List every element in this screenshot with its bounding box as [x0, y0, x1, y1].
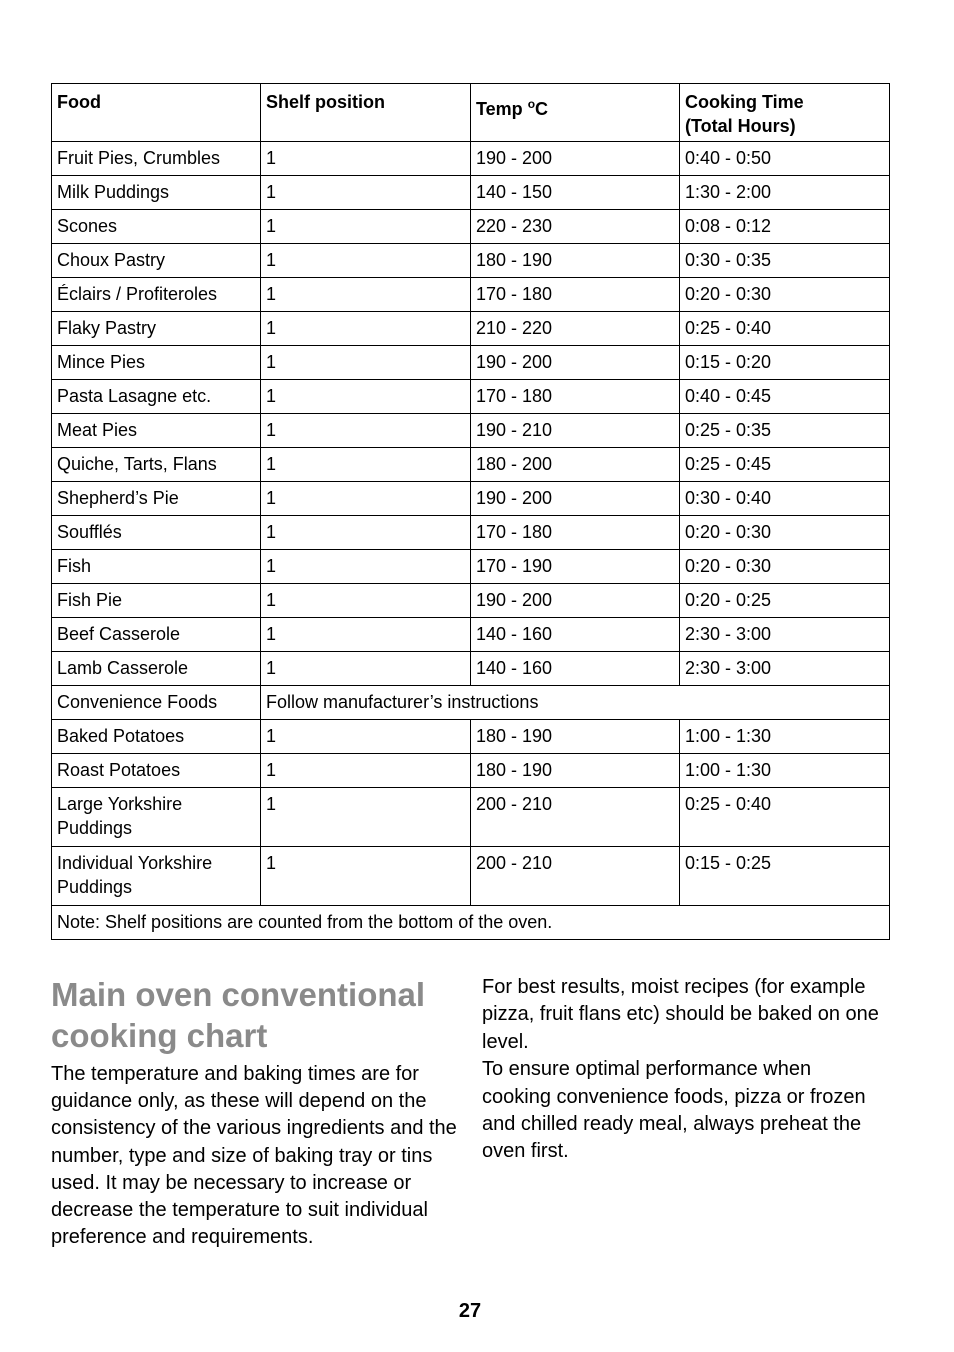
section-heading [51, 974, 471, 1056]
instruction-cell: Follow manufacturer’s instructions [261, 686, 890, 720]
food-cell: Lamb Casserole [52, 652, 261, 686]
temp-cell: 190 - 200 [471, 482, 680, 516]
food-cell: Convenience Foods [52, 686, 261, 720]
header-temp-label: Temp [476, 99, 523, 119]
food-cell: Flaky Pastry [52, 312, 261, 346]
temp-cell: 180 - 190 [471, 244, 680, 278]
shelf-cell: 1 [261, 584, 471, 618]
table-row [52, 346, 890, 380]
time-cell: 1:30 - 2:00 [680, 176, 890, 210]
food-cell: Baked Potatoes [52, 720, 261, 754]
shelf-cell: 1 [261, 380, 471, 414]
food-cell: Roast Potatoes [52, 754, 261, 788]
shelf-cell: 1 [261, 788, 471, 847]
table-header-row [52, 84, 890, 142]
text-line: number, type and size of baking tray or tins [51, 1144, 433, 1167]
text-line: and chilled ready meal, always preheat the [482, 1113, 862, 1136]
table-row [52, 380, 890, 414]
time-cell: 0:30 - 0:40 [680, 482, 890, 516]
time-cell: 0:15 - 0:25 [680, 847, 890, 906]
time-cell: 0:25 - 0:40 [680, 312, 890, 346]
food-cell: Scones [52, 210, 261, 244]
shelf-cell: 1 [261, 414, 471, 448]
shelf-cell: 1 [261, 482, 471, 516]
text-line: The temperature and baking times are for [51, 1063, 419, 1085]
cooking-chart-table [51, 83, 890, 940]
food-cell [52, 788, 261, 847]
temp-cell: 210 - 220 [471, 312, 680, 346]
text-line: cooking convenience foods, pizza or frozen [482, 1085, 866, 1108]
time-cell: 0:20 - 0:30 [680, 278, 890, 312]
heading-line2: cooking chart [51, 1017, 268, 1054]
shelf-cell: 1 [261, 244, 471, 278]
shelf-cell: 1 [261, 618, 471, 652]
temp-cell: 190 - 210 [471, 414, 680, 448]
food-line: Large Yorkshire [57, 794, 183, 814]
shelf-cell: 1 [261, 847, 471, 906]
table-row [52, 482, 890, 516]
text-line: For best results, moist recipes (for example [482, 976, 866, 998]
food-cell [52, 847, 261, 906]
right-paragraph-1 [482, 974, 892, 1056]
food-cell: Beef Casserole [52, 618, 261, 652]
table-row [52, 652, 890, 686]
table-row [52, 176, 890, 210]
header-time-line1: Cooking Time [685, 92, 804, 112]
text-line: pizza, fruit flans etc) should be baked on one [482, 1003, 879, 1026]
text-line: preference and requirements. [51, 1226, 314, 1249]
shelf-cell: 1 [261, 346, 471, 380]
food-cell: Meat Pies [52, 414, 261, 448]
shelf-cell: 1 [261, 142, 471, 176]
temp-cell: 170 - 180 [471, 278, 680, 312]
time-cell: 2:30 - 3:00 [680, 652, 890, 686]
time-cell: 0:25 - 0:45 [680, 448, 890, 482]
table-row [52, 312, 890, 346]
temp-cell: 140 - 160 [471, 652, 680, 686]
time-cell: 1:00 - 1:30 [680, 720, 890, 754]
heading-line1: Main oven conventional [51, 976, 426, 1013]
temp-cell: 190 - 200 [471, 346, 680, 380]
temp-cell: 170 - 180 [471, 516, 680, 550]
table-row [52, 550, 890, 584]
table-body-potatoes [52, 720, 890, 788]
temp-cell: 140 - 150 [471, 176, 680, 210]
time-cell: 0:20 - 0:30 [680, 550, 890, 584]
table-row [52, 278, 890, 312]
text-line: used. It may be necessary to increase or [51, 1171, 412, 1194]
table-note-row [52, 906, 890, 940]
shelf-cell: 1 [261, 754, 471, 788]
temp-cell: 220 - 230 [471, 210, 680, 244]
food-cell: Quiche, Tarts, Flans [52, 448, 261, 482]
time-cell: 0:25 - 0:35 [680, 414, 890, 448]
shelf-cell: 1 [261, 516, 471, 550]
shelf-cell: 1 [261, 278, 471, 312]
table-row [52, 720, 890, 754]
shelf-cell: 1 [261, 652, 471, 686]
temp-cell: 200 - 210 [471, 847, 680, 906]
table-row [52, 618, 890, 652]
temp-cell: 180 - 190 [471, 754, 680, 788]
temp-cell: 180 - 200 [471, 448, 680, 482]
right-paragraph-2 [482, 1056, 892, 1166]
section-body-paragraph [51, 1061, 471, 1251]
food-cell: Pasta Lasagne etc. [52, 380, 261, 414]
temp-cell: 190 - 200 [471, 584, 680, 618]
header-time-line2: (Total Hours) [685, 116, 796, 136]
time-cell: 0:40 - 0:45 [680, 380, 890, 414]
food-cell: Shepherd’s Pie [52, 482, 261, 516]
table-row [52, 448, 890, 482]
food-line: Individual Yorkshire [57, 853, 213, 873]
temp-cell: 180 - 190 [471, 720, 680, 754]
food-cell: Choux Pastry [52, 244, 261, 278]
shelf-cell: 1 [261, 720, 471, 754]
header-food: Food [52, 84, 261, 142]
food-line: Puddings [57, 877, 133, 897]
food-cell: Fruit Pies, Crumbles [52, 142, 261, 176]
text-line: decrease the temperature to suit individual [51, 1199, 428, 1222]
shelf-cell: 1 [261, 176, 471, 210]
text-line: guidance only, as these will depend on the [51, 1090, 427, 1113]
table-row [52, 754, 890, 788]
shelf-cell: 1 [261, 312, 471, 346]
temp-cell: 140 - 160 [471, 618, 680, 652]
time-cell: 0:15 - 0:20 [680, 346, 890, 380]
table-row [52, 847, 890, 906]
table-row [52, 414, 890, 448]
text-line: oven first. [482, 1140, 569, 1163]
header-temp [471, 84, 680, 142]
table-row [52, 210, 890, 244]
table-row [52, 584, 890, 618]
page-number: 27 [458, 1300, 482, 1322]
right-column [482, 974, 892, 1166]
table-row-convenience [52, 686, 890, 720]
food-line: Puddings [57, 818, 133, 838]
shelf-cell: 1 [261, 448, 471, 482]
time-cell: 2:30 - 3:00 [680, 618, 890, 652]
food-cell: Milk Puddings [52, 176, 261, 210]
header-shelf-position: Shelf position [261, 84, 471, 142]
table-body [52, 142, 890, 686]
header-temp-degree: o [527, 97, 536, 111]
text-line: To ensure optimal performance when [482, 1058, 812, 1081]
food-cell: Mince Pies [52, 346, 261, 380]
time-cell: 0:25 - 0:40 [680, 788, 890, 847]
shelf-cell: 1 [261, 210, 471, 244]
temp-cell: 170 - 180 [471, 380, 680, 414]
time-cell: 0:40 - 0:50 [680, 142, 890, 176]
time-cell: 0:20 - 0:30 [680, 516, 890, 550]
header-temp-unit: C [535, 99, 549, 119]
time-cell: 0:30 - 0:35 [680, 244, 890, 278]
table-row [52, 788, 890, 847]
time-cell: 0:08 - 0:12 [680, 210, 890, 244]
time-cell: 1:00 - 1:30 [680, 754, 890, 788]
table-body-yorkshire [52, 788, 890, 906]
table-row [52, 142, 890, 176]
food-cell: Fish [52, 550, 261, 584]
shelf-cell: 1 [261, 550, 471, 584]
food-cell: Fish Pie [52, 584, 261, 618]
food-cell: Soufflés [52, 516, 261, 550]
temp-cell: 190 - 200 [471, 142, 680, 176]
table-row [52, 516, 890, 550]
food-cell: Éclairs / Profiteroles [52, 278, 261, 312]
temp-cell: 200 - 210 [471, 788, 680, 847]
temp-cell: 170 - 190 [471, 550, 680, 584]
text-line: level. [482, 1030, 529, 1053]
table-note: Note: Shelf positions are counted from the bottom of the oven. [52, 906, 890, 940]
header-cooking-time [680, 84, 890, 142]
time-cell: 0:20 - 0:25 [680, 584, 890, 618]
table-row [52, 244, 890, 278]
text-line: consistency of the various ingredients and the [51, 1117, 457, 1140]
